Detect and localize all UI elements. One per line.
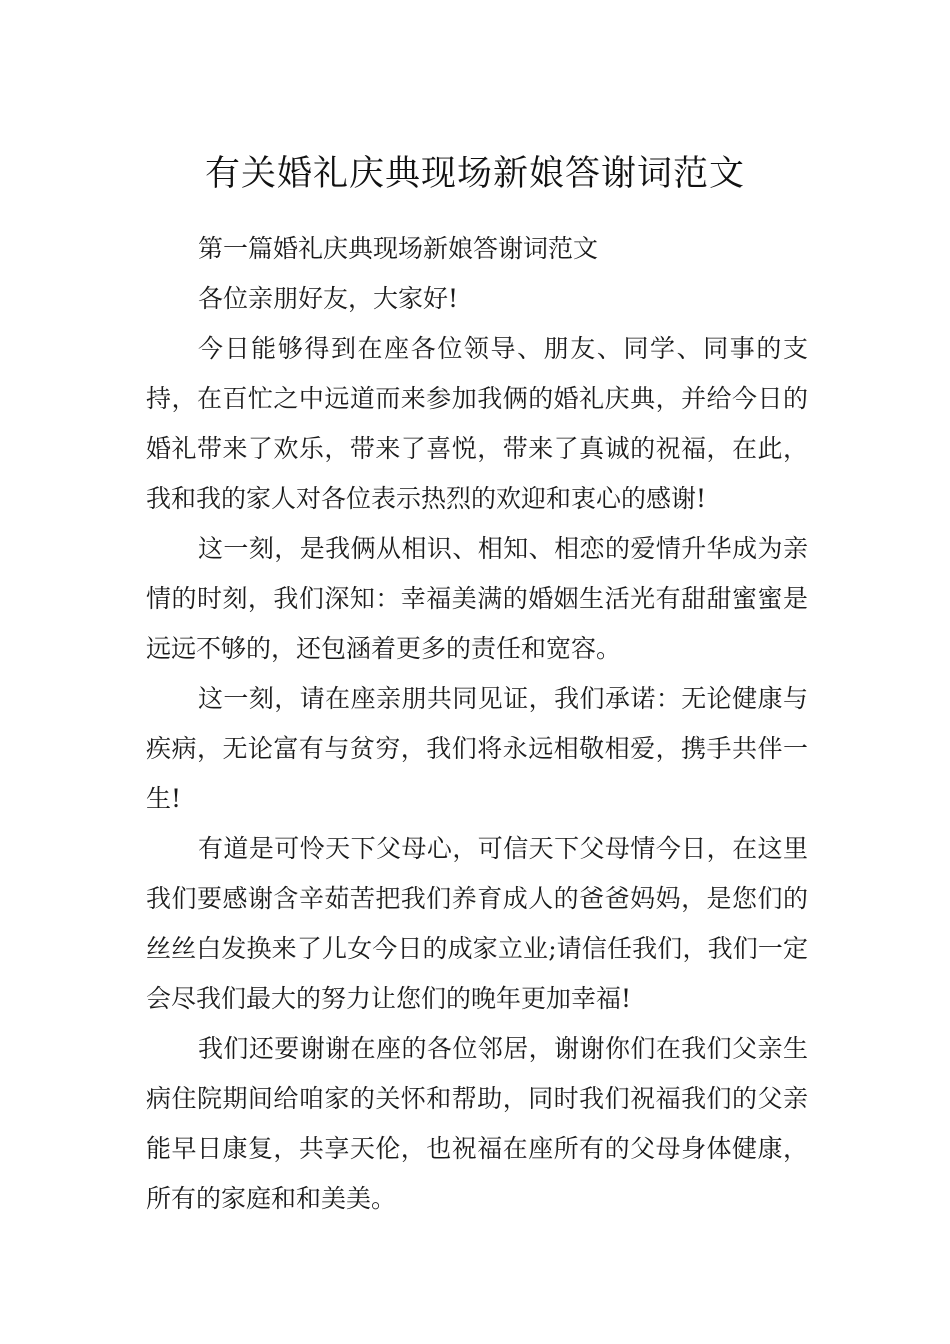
paragraph-greeting: 各位亲朋好友，大家好!	[198, 284, 459, 313]
paragraph-vow: 这一刻，请在座亲朋共同见证，我们承诺：无论健康与疾病，无论富有与贫穷，我们将永远相敬相爱，携手共伴一生!	[146, 684, 808, 813]
paragraph-moment: 这一刻，是我俩从相识、相知、相恋的爱情升华成为亲情的时刻，我们深知：幸福美满的婚姻生活光有甜甜蜜蜜是远远不够的，还包涵着更多的责任和宽容。	[146, 534, 808, 663]
document-title: 有关婚礼庆典现场新娘答谢词范文	[204, 154, 745, 195]
paragraph-thanks: 今日能够得到在座各位领导、朋友、同学、同事的支持，在百忙之中远道而来参加我俩的婚礼庆典，并给今日的婚礼带来了欢乐，带来了喜悦，带来了真诚的祝福，在此，我和我的家人对各位表示热烈的欢迎和衷心的感谢!	[146, 334, 808, 513]
paragraph-parents: 有道是可怜天下父母心，可信天下父母情今日，在这里我们要感谢含辛茹苦把我们养育成人的爸爸妈妈，是您们的丝丝白发换来了儿女今日的成家立业;请信任我们，我们一定会尽我们最大的努力让您们的晚年更加幸福!	[146, 834, 808, 1013]
document-body	[146, 224, 808, 1224]
paragraph-neighbors: 我们还要谢谢在座的各位邻居，谢谢你们在我们父亲生病住院期间给咱家的关怀和帮助，同时我们祝福我们的父亲能早日康复，共享天伦，也祝福在座所有的父母身体健康，所有的家庭和和美美。	[146, 1034, 808, 1213]
paragraph-heading: 第一篇婚礼庆典现场新娘答谢词范文	[198, 234, 599, 263]
